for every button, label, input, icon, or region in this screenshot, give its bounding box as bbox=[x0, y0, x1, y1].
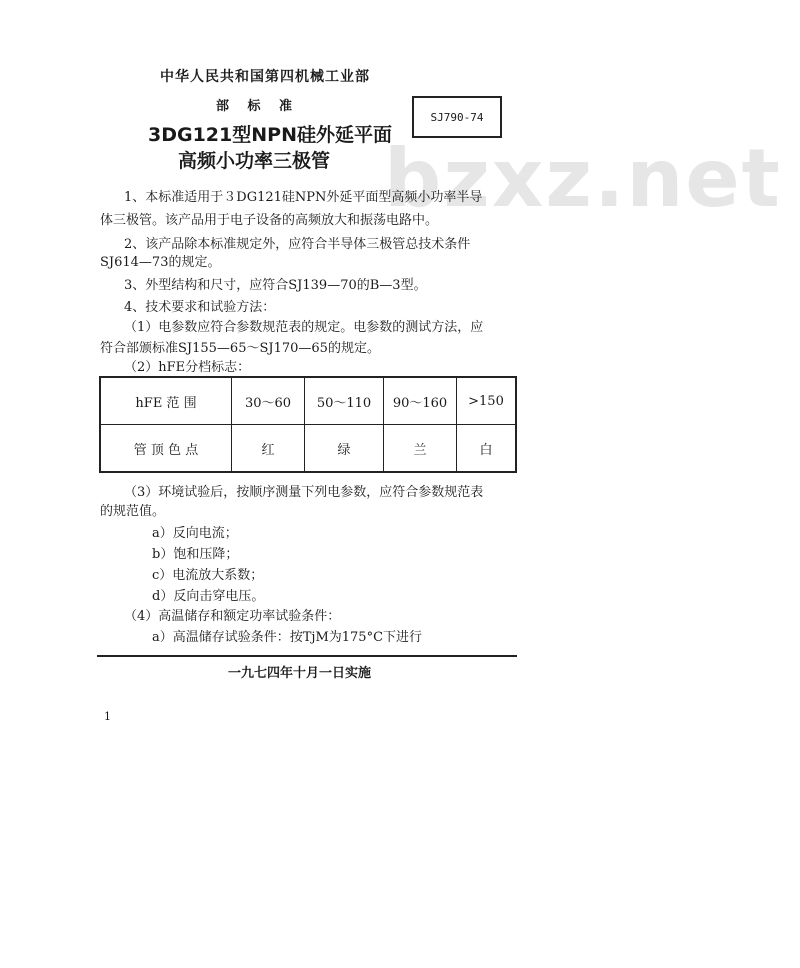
document-title-line2: 高频小功率三极管 bbox=[178, 150, 331, 172]
table-row bbox=[100, 377, 516, 425]
body-line: （4）高温储存和额定功率试验条件： bbox=[124, 609, 341, 624]
table-cell: 红 bbox=[232, 425, 305, 473]
body-line: 2、该产品除本标准规定外，应符合半导体三极管总技术条件 bbox=[124, 237, 471, 252]
table-cell: >150 bbox=[457, 377, 517, 425]
body-line: 3、外型结构和尺寸，应符合SJ139—70的B—3型。 bbox=[124, 278, 427, 293]
body-line: d）反向击穿电压。 bbox=[152, 589, 265, 604]
standard-code: SJ790-74 bbox=[430, 110, 484, 124]
body-line: 的规范值。 bbox=[100, 504, 166, 519]
document-title-line1: 3DG121型NPN硅外延平面 bbox=[148, 124, 392, 146]
ministry-heading: 中华人民共和国第四机械工业部 bbox=[160, 69, 370, 85]
standard-code-box bbox=[412, 96, 502, 138]
body-line: a）高温储存试验条件：按TjM为175°C下进行 bbox=[152, 630, 423, 645]
body-line: （1）电参数应符合参数规范表的规定。电参数的测试方法，应 bbox=[124, 320, 484, 335]
body-line: b）饱和压降； bbox=[152, 547, 239, 562]
body-line: a）反向电流； bbox=[152, 526, 238, 541]
body-line: 体三极管。该产品用于电子设备的高频放大和振荡电路中。 bbox=[100, 213, 439, 228]
table-cell: 兰 bbox=[384, 425, 457, 473]
table-cell: 50～110 bbox=[305, 377, 384, 425]
body-line: （2）hFE分档标志： bbox=[124, 360, 251, 375]
table-header-cell: 管 顶 色 点 bbox=[100, 425, 232, 473]
horizontal-divider bbox=[97, 655, 517, 657]
body-line: 1、本标准适用于３DG121硅NPN外延平面型高频小功率半导 bbox=[124, 190, 483, 205]
table-row bbox=[100, 425, 516, 473]
watermark: bzxz.net bbox=[384, 132, 782, 225]
page-number: 1 bbox=[104, 710, 111, 723]
body-line: SJ614—73的规定。 bbox=[100, 255, 221, 270]
standard-type: 部 标 准 bbox=[216, 99, 293, 114]
body-line: 4、技术要求和试验方法： bbox=[124, 300, 276, 315]
body-line: c）电流放大系数； bbox=[152, 568, 264, 583]
table-cell: 90～160 bbox=[384, 377, 457, 425]
table-cell: 绿 bbox=[305, 425, 384, 473]
table-header-cell: hFE 范 围 bbox=[100, 377, 232, 425]
effective-date: 一九七四年十月一日实施 bbox=[228, 666, 372, 681]
body-line: （3）环境试验后，按顺序测量下列电参数，应符合参数规范表 bbox=[124, 485, 484, 500]
hfe-classification-table bbox=[99, 376, 517, 473]
table-cell: 30～60 bbox=[232, 377, 305, 425]
body-line: 符合部颁标准SJ155—65～SJ170—65的规定。 bbox=[100, 341, 380, 356]
table-cell: 白 bbox=[457, 425, 517, 473]
